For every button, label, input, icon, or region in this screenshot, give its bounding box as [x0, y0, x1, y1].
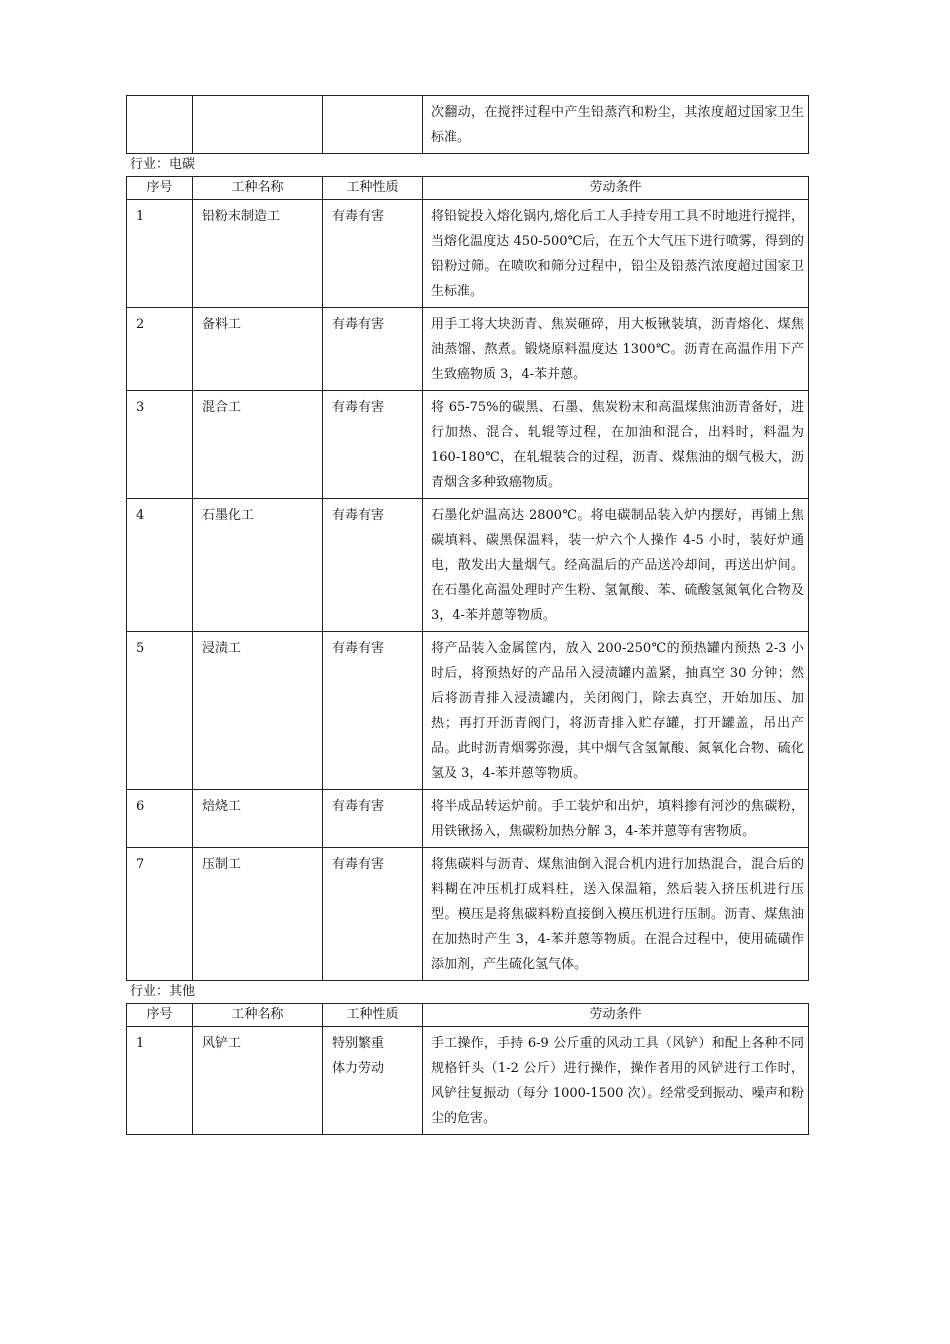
nature-cell [323, 96, 423, 154]
table-qi-ta [126, 1003, 809, 1135]
nature-text: 有毒有害 [332, 799, 385, 814]
name-cell: 焙烧工 [193, 790, 323, 848]
name-cell: 压制工 [193, 848, 323, 981]
header-name: 工种名称 [193, 1004, 323, 1027]
name-cell: 备料工 [193, 308, 323, 391]
condition-cell: 用手工将大块沥青、焦炭砸碎，用大板锹装填，沥青熔化、煤焦油蒸馏、熬煮。锻烧原料温度达 1300℃。沥青在高温作用下产生致癌物质 3，4-苯并蒽。 [423, 308, 809, 391]
name-cell: 混合工 [193, 391, 323, 499]
nature-text: 体力劳动 [332, 1061, 385, 1076]
index-cell: 2 [127, 308, 193, 391]
index-cell: 7 [127, 848, 193, 981]
nature-text: 有毒有害 [332, 641, 385, 656]
header-condition: 劳动条件 [423, 177, 809, 200]
nature-cell [323, 632, 423, 790]
table-row [127, 790, 809, 848]
section-label-qi-ta: 行业：其他 [130, 984, 196, 999]
table-row [127, 391, 809, 499]
nature-cell [323, 790, 423, 848]
table-row [127, 308, 809, 391]
nature-cell [323, 391, 423, 499]
index-cell [127, 96, 193, 154]
nature-text: 有毒有害 [332, 857, 385, 872]
section-label-dian-tan: 行业：电碳 [130, 157, 196, 172]
table-dian-tan [126, 176, 809, 981]
condition-cell: 将半成品转运炉前。手工装炉和出炉，填料掺有河沙的焦碳粉，用铁锹扬入，焦碳粉加热分解 3，4-苯并蒽等有害物质。 [423, 790, 809, 848]
index-cell: 3 [127, 391, 193, 499]
table-row [127, 848, 809, 981]
document-page [126, 95, 808, 1135]
condition-cell: 将焦碳料与沥青、煤焦油倒入混合机内进行加热混合，混合后的料糊在冲压机打成料柱，送入保温箱，然后装入挤压机进行压型。模压是将焦碳料粉直接倒入模压机进行压制。沥青、煤焦油在加热时产生 3，4-苯并蒽等物质。在混合过程中，使用硫磺作添加剂，产生硫化氢气体。 [423, 848, 809, 981]
nature-text: 有毒有害 [332, 508, 385, 523]
name-cell: 石墨化工 [193, 499, 323, 632]
continuation-table [126, 95, 809, 154]
index-cell: 1 [127, 1027, 193, 1135]
name-cell: 浸渍工 [193, 632, 323, 790]
table-row [127, 200, 809, 308]
name-cell: 风铲工 [193, 1027, 323, 1135]
condition-cell: 将铅锭投入熔化锅内,熔化后工人手持专用工具不时地进行搅拌，当熔化温度达 450-500℃后，在五个大气压下进行喷雾，得到的铅粉过筛。在喷吹和筛分过程中，铅尘及铅蒸汽浓度超过国家卫生标准。 [423, 200, 809, 308]
nature-text: 有毒有害 [332, 209, 385, 224]
nature-text: 有毒有害 [332, 317, 385, 332]
header-index: 序号 [127, 1004, 193, 1027]
header-condition: 劳动条件 [423, 1004, 809, 1027]
nature-cell [323, 499, 423, 632]
nature-cell [323, 1027, 423, 1135]
index-cell: 6 [127, 790, 193, 848]
condition-cell: 手工操作，手持 6-9 公斤重的风动工具（风铲）和配上各种不同规格钎头（1-2 公斤）进行操作，操作者用的风铲进行工作时，风铲往复振动（每分 1000-1500 次）。经常受到振动、噪声和粉尘的危害。 [423, 1027, 809, 1135]
table-row [127, 499, 809, 632]
nature-cell [323, 848, 423, 981]
condition-cell: 将 65-75%的碳黑、石墨、焦炭粉末和高温煤焦油沥青备好，进行加热、混合、轧辊等过程，在加油和混合，出料时，料温为 160-180℃，在轧辊装合的过程，沥青、煤焦油的烟气极大，沥青烟含多种致癌物质。 [423, 391, 809, 499]
index-cell: 4 [127, 499, 193, 632]
header-nature: 工种性质 [323, 177, 423, 200]
condition-cell: 次翻动，在搅拌过程中产生铅蒸汽和粉尘，其浓度超过国家卫生标准。 [423, 96, 809, 154]
nature-cell [323, 308, 423, 391]
nature-text: 特别繁重 [332, 1036, 385, 1051]
condition-cell: 石墨化炉温高达 2800℃。将电碳制品装入炉内摆好，再铺上焦碳填料、碳黑保温料，装一炉六个人操作 4-5 小时，装好炉通电，散发出大量烟气。经高温后的产品送冷却间，再送出炉间。在石墨化高温处理时产生粉、氢氰酸、苯、硫酸氢氮氧化合物及 3，4-苯并蒽等物质。 [423, 499, 809, 632]
table-header-row [127, 177, 809, 200]
index-cell: 1 [127, 200, 193, 308]
table-row [127, 1027, 809, 1135]
header-name: 工种名称 [193, 177, 323, 200]
table-header-row [127, 1004, 809, 1027]
name-cell: 铅粉末制造工 [193, 200, 323, 308]
nature-cell [323, 200, 423, 308]
index-cell: 5 [127, 632, 193, 790]
table-row [127, 96, 809, 154]
condition-cell: 将产品装入金属筐内，放入 200-250℃的预热罐内预热 2-3 小时后，将预热好的产品吊入浸渍罐内盖紧，抽真空 30 分钟；然后将沥青排入浸渍罐内，关闭阀门，除去真空，开始加压、加热；再打开沥青阀门，将沥青排入贮存罐，打开罐盖，吊出产品。此时沥青烟雾弥漫，其中烟气含氢氰酸、氮氧化合物、硫化氢及 3，4-苯并蒽等物质。 [423, 632, 809, 790]
name-cell [193, 96, 323, 154]
nature-text: 有毒有害 [332, 400, 385, 415]
table-row [127, 632, 809, 790]
header-index: 序号 [127, 177, 193, 200]
header-nature: 工种性质 [323, 1004, 423, 1027]
